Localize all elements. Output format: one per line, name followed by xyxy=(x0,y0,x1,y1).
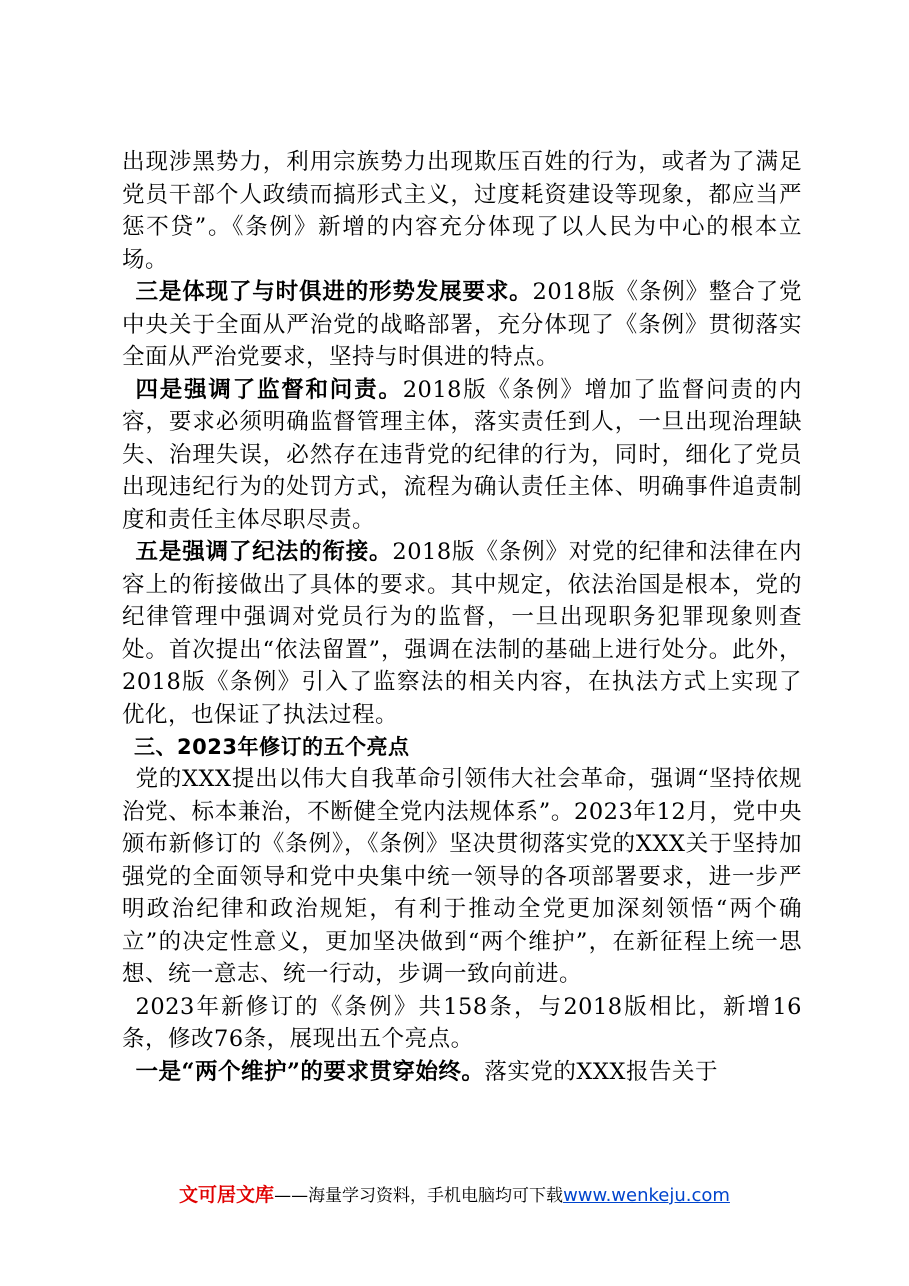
section-heading: 三、2023年修订的五个亮点 xyxy=(134,735,410,759)
paragraph: 2023年新修订的《条例》共158条，与2018版相比，新增16条，修改76条，展现出五个亮点。 xyxy=(122,993,802,1052)
paragraph: 党的XXX提出以伟大自我革命引领伟大社会革命，强调“坚持依规治党、标本兼治，不断健全党内法规体系”。2023年12月，党中央颁布新修订的《条例》，《条例》坚决贯彻落实党的XXX关于坚持加强党的全面领导和党中央集中统一领导的各项部署要求，进一步严明政治纪律和政治规矩，有利于推动全党更加深刻领悟“两个确立”的决定性意义，更加坚决做到“两个维护”，在新征程上统一思想、统一意志、统一行动，步调一致向前进。 xyxy=(122,766,802,987)
paragraph: 五是强调了纪法的衔接。2018版《条例》对党的纪律和法律在内容上的衔接做出了具体的要求。其中规定，依法治国是根本，党的纪律管理中强调对党员行为的监督，一旦出现职务犯罪现象则查处。首次提出“依法留置”，强调在法制的基础上进行处分。此外，2018版《条例》引入了监察法的相关内容，在执法方式上实现了优化，也保证了执法过程。 xyxy=(122,539,802,728)
paragraph-lead: 四是强调了监督和问责。 xyxy=(135,376,403,403)
paragraph: 四是强调了监督和问责。2018版《条例》增加了监督问责的内容，要求必须明确监督管理主体，落实责任到人，一旦出现治理缺失、治理失误，必然存在违背党的纪律的行为，同时，细化了党员出现违纪行为的处罚方式，流程为确认责任主体、明确事件追责制度和责任主体尽职尽责。 xyxy=(122,376,802,533)
paragraph-lead: 五是强调了纪法的衔接。 xyxy=(135,539,393,565)
paragraph-lead: 三是体现了与时俱进的形势发展要求。 xyxy=(135,279,533,305)
paragraph: 一是“两个维护”的要求贯穿始终。落实党的XXX报告关于 xyxy=(135,1058,718,1085)
paragraph: 三是体现了与时俱进的形势发展要求。2018版《条例》整合了党中央关于全面从严治党的战略部署，充分体现了《条例》贯彻落实全面从严治党要求，坚持与时俱进的特点。 xyxy=(122,279,802,370)
footer-brand: 文可居文库 xyxy=(179,1184,275,1206)
footer-link[interactable]: www.wenkeju.com xyxy=(563,1185,730,1206)
document-body xyxy=(122,146,802,1088)
footer-banner xyxy=(0,1180,909,1207)
footer-tagline: ——海量学习资料，手机电脑均可下载 xyxy=(274,1186,564,1206)
paragraph-lead: 一是“两个维护”的要求贯穿始终。 xyxy=(135,1058,485,1085)
paragraph: 出现涉黑势力，利用宗族势力出现欺压百姓的行为，或者为了满足党员干部个人政绩而搞形式主义，过度耗资建设等现象，都应当严惩不贷”。《条例》新增的内容充分体现了以人民为中心的根本立场。 xyxy=(122,149,802,273)
